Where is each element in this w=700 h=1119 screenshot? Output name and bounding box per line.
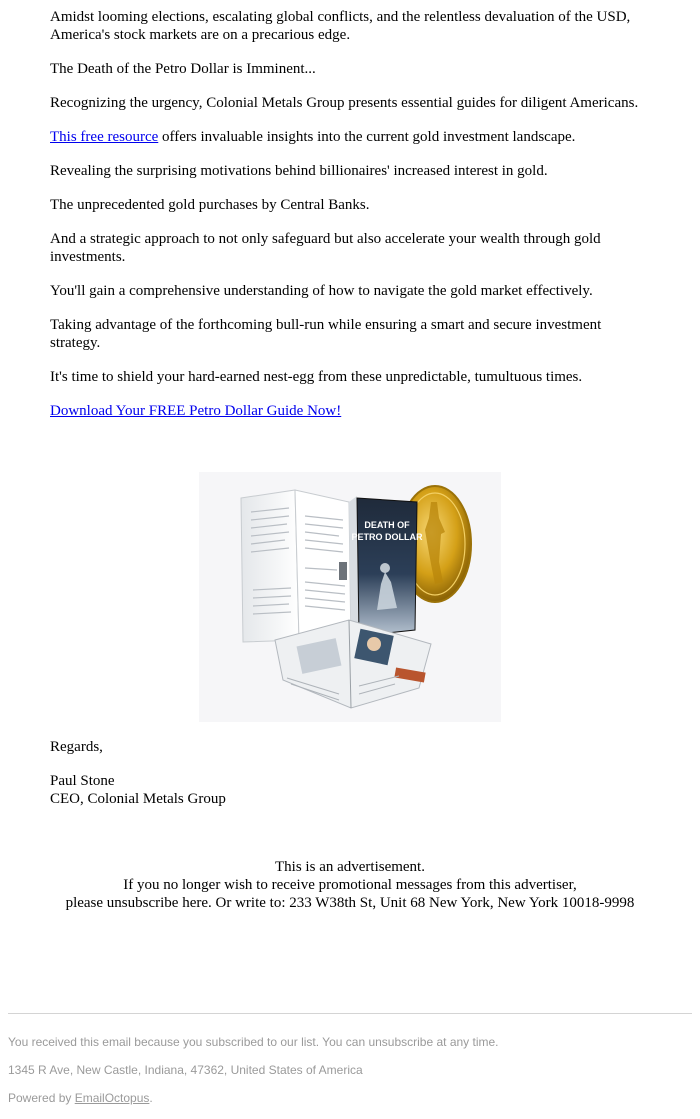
signature-name-title (50, 772, 226, 808)
ad-notice-line-1: This is an advertisement. (275, 859, 425, 875)
intro-line-2: America's stock markets are on a precarious edge. (50, 27, 351, 43)
central-banks-paragraph: The unprecedented gold purchases by Central Banks. (50, 197, 370, 213)
signature-block (50, 738, 226, 824)
bull-run-paragraph: Taking advantage of the forthcoming bull-run while ensuring a smart and secure investment strategy. (50, 317, 602, 351)
advertisement-notice (56, 858, 644, 912)
email-body (50, 8, 650, 436)
urgency-paragraph: Recognizing the urgency, Colonial Metals Group presents essential guides for diligent Americans. (50, 95, 639, 111)
open-magazine (275, 620, 431, 708)
cover-title-line-1: DEATH OF (364, 520, 410, 530)
subscription-notice: You received this email because you subscribed to our list. You can unsubscribe at any time. (8, 1035, 499, 1049)
cta-paragraph (50, 402, 650, 420)
emailoctopus-link[interactable]: EmailOctopus (74, 1091, 150, 1105)
download-guide-link[interactable]: Download Your FREE Petro Dollar Guide Now! (50, 403, 342, 419)
intro-paragraph (50, 8, 650, 44)
sender-address: 1345 R Ave, New Castle, Indiana, 47362, United States of America (8, 1063, 363, 1077)
strategy-paragraph: And a strategic approach to not only safeguard but also accelerate your wealth through gold investments. (50, 231, 601, 265)
footer-divider (8, 1013, 692, 1014)
headline-paragraph: The Death of the Petro Dollar is Imminent... (50, 61, 316, 77)
cover-title-line-2: PETRO DOLLAR (351, 532, 423, 542)
ad-notice-line-3: please unsubscribe here. Or write to: 233 W38th St, Unit 68 New York, New York 10018-9998 (65, 895, 635, 911)
powered-by-prefix: Powered by (8, 1091, 75, 1105)
signer-name: Paul Stone (50, 773, 115, 789)
ad-notice-line-2: If you no longer wish to receive promotional messages from this advertiser, (123, 877, 577, 893)
guide-promo-image[interactable] (199, 472, 501, 722)
resource-paragraph-text: offers invaluable insights into the current gold investment landscape. (158, 129, 576, 145)
intro-line-1: Amidst looming elections, escalating global conflicts, and the relentless devaluation of the USD, (50, 9, 631, 25)
nest-egg-paragraph: It's time to shield your hard-earned nest-egg from these unpredictable, tumultuous times. (50, 369, 583, 385)
regards-text: Regards, (50, 739, 103, 755)
free-resource-link[interactable]: This free resource (50, 129, 159, 145)
powered-by (8, 1090, 692, 1106)
signer-title: CEO, Colonial Metals Group (50, 791, 226, 807)
email-footer (8, 1034, 692, 1118)
resource-paragraph (50, 128, 650, 146)
book-cover (352, 498, 423, 636)
understanding-paragraph: You'll gain a comprehensive understanding of how to navigate the gold market effectively. (50, 283, 593, 299)
billionaires-paragraph: Revealing the surprising motivations behind billionaires' increased interest in gold. (50, 163, 548, 179)
powered-by-suffix: . (149, 1091, 153, 1105)
guide-promo-illustration (199, 472, 501, 722)
